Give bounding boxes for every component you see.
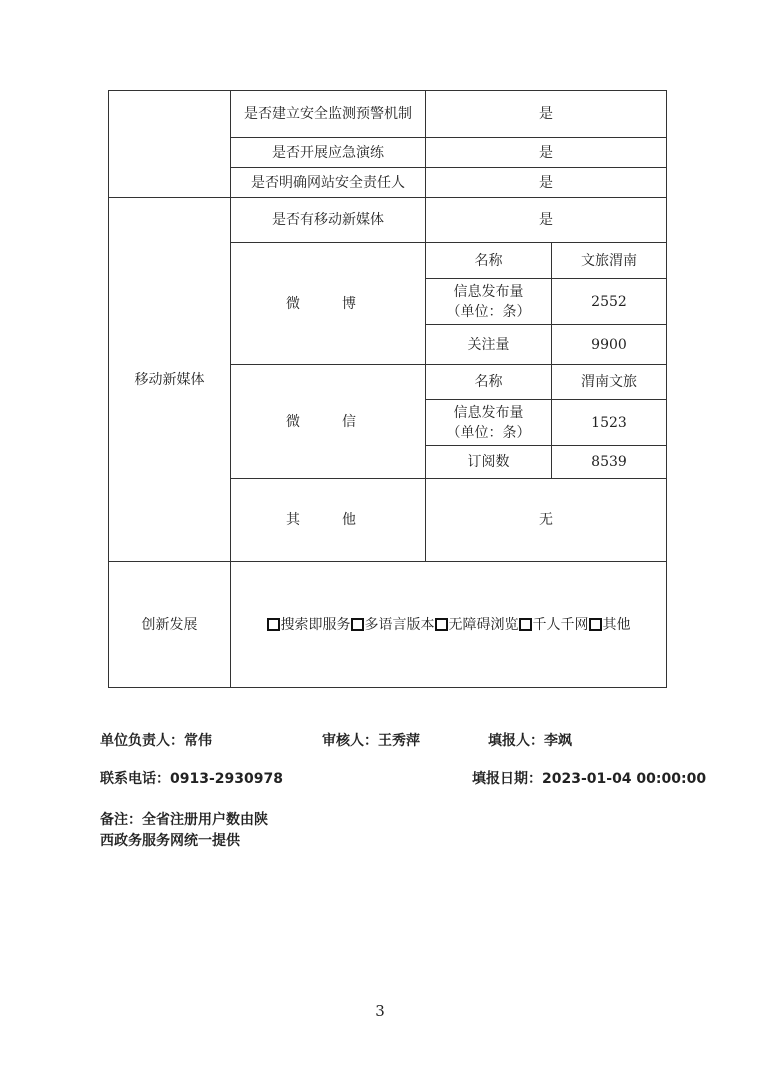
checkbox-icon [351,618,364,631]
table-row [109,91,667,138]
report-table [108,90,667,688]
contact-phone: 联系电话：0913-2930978 [100,771,283,787]
wechat-subscribers-label: 订阅数 [426,446,552,479]
wechat-posts-label-line1: 信息发布量 [453,404,524,421]
innovation-options [231,562,667,688]
emergency-drill-value: 是 [426,138,667,168]
weibo-posts-label [426,279,552,325]
weibo-name-value: 文旅渭南 [552,243,667,279]
responsible-person: 单位负责人：常伟 [100,733,212,749]
table-row [109,562,667,688]
wechat-posts-value: 1523 [552,400,667,446]
security-section-cell [109,91,231,198]
innovation-section-label: 创新发展 [109,562,231,688]
wechat-label: 微 信 [231,365,426,479]
wechat-posts-label-line2: （单位：条） [446,424,531,441]
remark-line-2: 西政务服务网统一提供 [100,833,240,849]
emergency-drill-label: 是否开展应急演练 [231,138,426,168]
checkbox-icon [519,618,532,631]
weibo-followers-value: 9900 [552,325,667,365]
checkbox-icon [435,618,448,631]
wechat-name-label: 名称 [426,365,552,400]
option-accessible-browsing: 无障碍浏览 [448,616,519,633]
checkbox-icon [267,618,280,631]
page-number: 3 [375,1002,385,1020]
wechat-posts-label [426,400,552,446]
has-mobile-media-label: 是否有移动新媒体 [231,198,426,243]
weibo-name-label: 名称 [426,243,552,279]
fill-date: 填报日期：2023-01-04 00:00:00 [472,771,707,787]
wechat-subscribers-value: 8539 [552,446,667,479]
option-personalized-site: 千人千网 [532,616,589,633]
wechat-name-value: 渭南文旅 [552,365,667,400]
other-media-label: 其 他 [231,479,426,562]
remark-line-1: 备注：全省注册用户数由陕 [100,812,268,828]
weibo-posts-label-line1: 信息发布量 [453,283,524,300]
monitoring-warning-value: 是 [426,91,667,138]
reviewer: 审核人：王秀萍 [322,733,420,749]
weibo-posts-label-line2: （单位：条） [446,303,531,320]
table-row [109,198,667,243]
remark [100,810,268,852]
form-filler: 填报人：李飒 [488,733,572,749]
other-media-value: 无 [426,479,667,562]
checkbox-icon [589,618,602,631]
option-multilingual: 多语言版本 [364,616,435,633]
monitoring-warning-label: 是否建立安全监测预警机制 [231,91,426,138]
option-other: 其他 [602,616,631,633]
security-owner-label: 是否明确网站安全责任人 [231,168,426,198]
weibo-posts-value: 2552 [552,279,667,325]
mobile-media-section-label: 移动新媒体 [109,198,231,562]
option-search-as-service: 搜索即服务 [280,616,351,633]
weibo-followers-label: 关注量 [426,325,552,365]
has-mobile-media-value: 是 [426,198,667,243]
security-owner-value: 是 [426,168,667,198]
weibo-label: 微 博 [231,243,426,365]
